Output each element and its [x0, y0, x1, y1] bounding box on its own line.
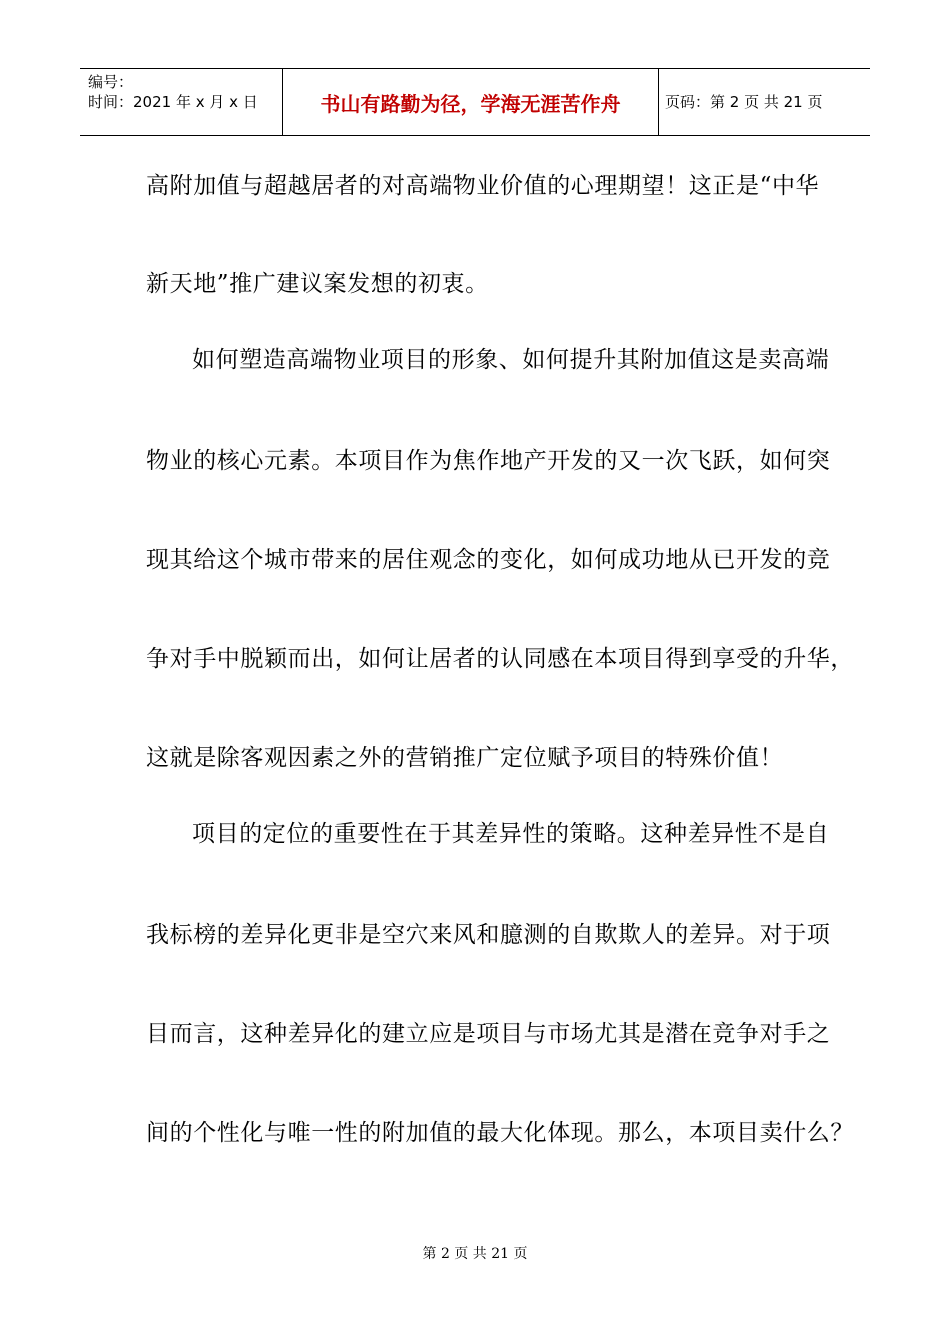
body-line: 间的个性化与唯一性的附加值的最大化体现。那么，本项目卖什么？ — [146, 1120, 854, 1146]
page-footer: 第 2 页 共 21 页 — [422, 1246, 528, 1262]
body-line: 项目的定位的重要性在于其差异性的策略。这种差异性不是自 — [192, 821, 830, 847]
header-right-cell — [659, 69, 870, 135]
document-number-label: 编号： — [88, 73, 134, 91]
header-middle-cell — [282, 69, 659, 135]
header-left-cell — [80, 69, 282, 135]
body-line: 新天地”推广建议案发想的初衷。 — [146, 271, 489, 297]
document-header — [80, 68, 870, 136]
body-line: 现其给这个城市带来的居住观念的变化，如何成功地从已开发的竞 — [146, 547, 831, 573]
body-line: 我标榜的差异化更非是空穴来风和臆测的自欺欺人的差异。对于项 — [146, 922, 831, 948]
body-line: 如何塑造高端物业项目的形象、如何提升其附加值这是卖高端 — [192, 347, 830, 373]
body-line: 目而言，这种差异化的建立应是项目与市场尤其是潜在竞争对手之 — [146, 1021, 831, 1047]
body-line: 物业的核心元素。本项目作为焦作地产开发的又一次飞跃，如何突 — [146, 448, 831, 474]
header-page-info: 页码：第 2 页 共 21 页 — [665, 93, 823, 111]
body-line: 争对手中脱颖而出，如何让居者的认同感在本项目得到享受的升华， — [146, 646, 854, 672]
body-line: 这就是除客观因素之外的营销推广定位赋予项目的特殊价值！ — [146, 745, 784, 771]
header-motto: 书山有路勤为径，学海无涯苦作舟 — [320, 92, 621, 116]
body-line: 高附加值与超越居者的对高端物业价值的心理期望！这正是“中华 — [146, 173, 820, 199]
document-time-label: 时间：2021 年 x 月 x 日 — [88, 93, 258, 111]
